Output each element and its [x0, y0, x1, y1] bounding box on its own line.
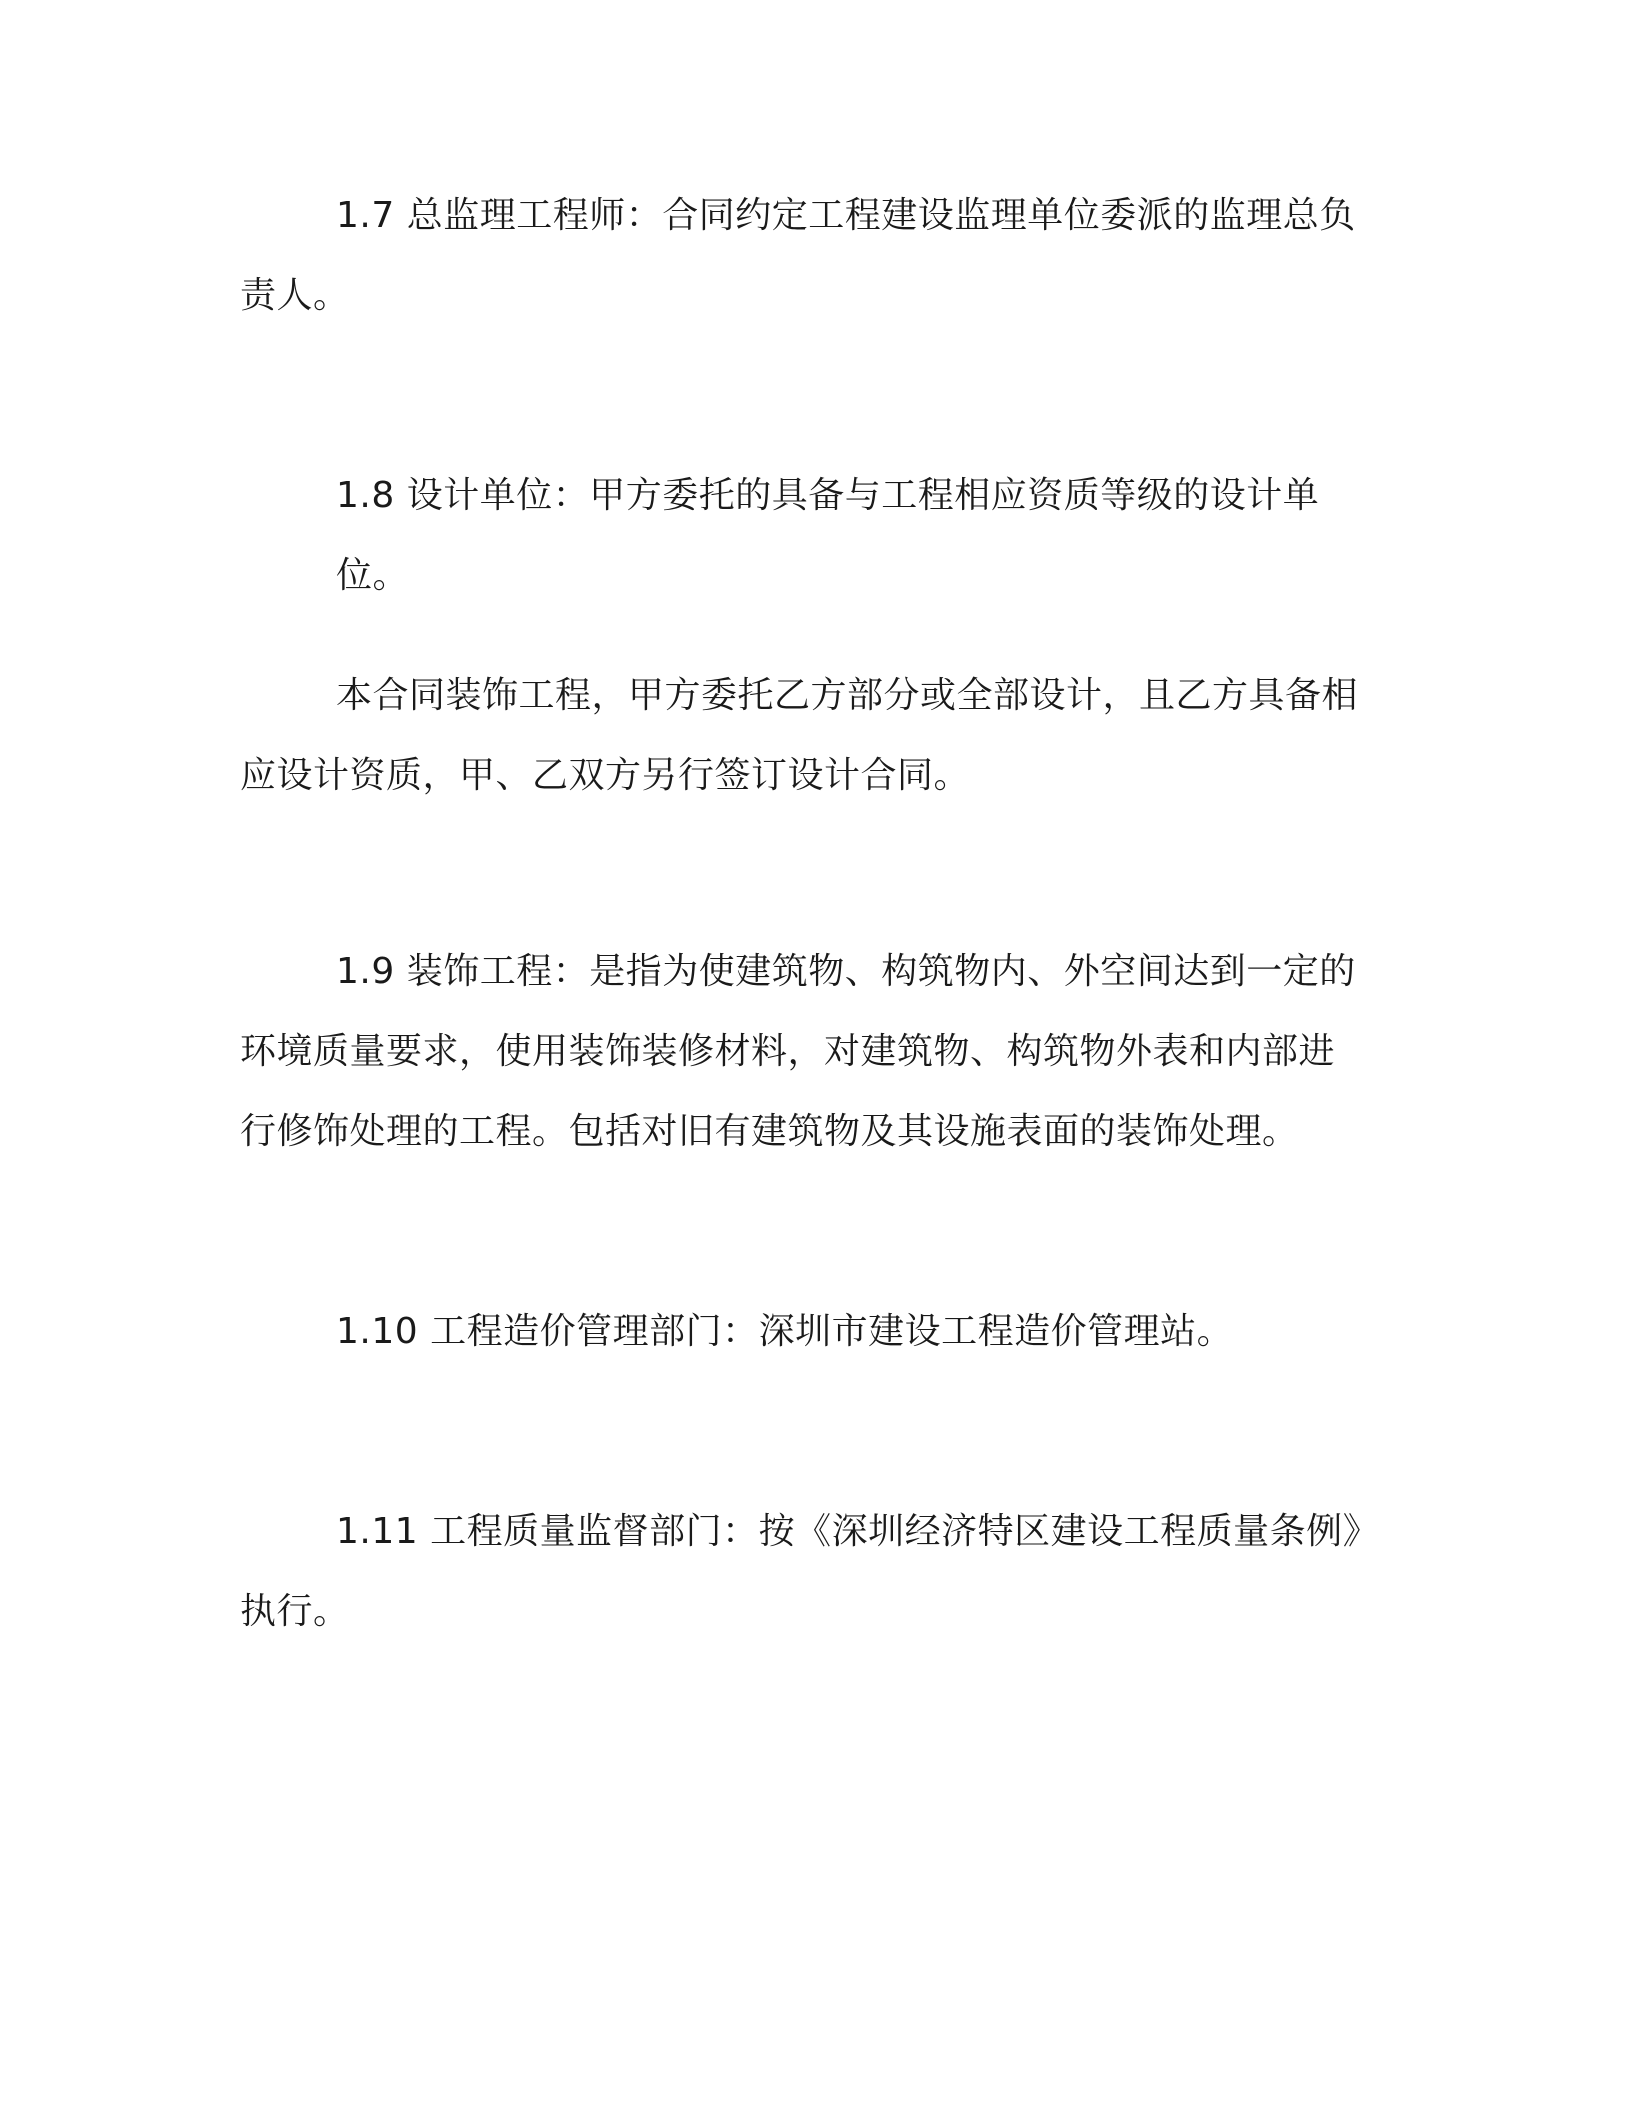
paragraph-line: 1.11 工程质量监督部门：按《深圳经济特区建设工程质量条例》 — [336, 1511, 1380, 1552]
paragraph-line: 本合同装饰工程，甲方委托乙方部分或全部设计，且乙方具备相 — [336, 675, 1359, 716]
paragraph-line: 1.8 设计单位：甲方委托的具备与工程相应资质等级的设计单位。 — [336, 475, 1320, 596]
paragraph-line: 责人。 — [240, 275, 350, 316]
paragraph-1-9 — [240, 932, 1390, 1172]
paragraph-1-8 — [240, 456, 1390, 616]
paragraph-1-10 — [240, 1292, 1390, 1372]
paragraph-design-contract — [240, 656, 1390, 816]
paragraph-1-11 — [240, 1492, 1390, 1652]
paragraph-line: 应设计资质，甲、乙双方另行签订设计合同。 — [240, 755, 971, 796]
paragraph-line: 1.9 装饰工程：是指为使建筑物、构筑物内、外空间达到一定的 — [336, 951, 1356, 992]
paragraph-1-7 — [240, 176, 1390, 336]
paragraph-line: 执行。 — [240, 1591, 350, 1632]
paragraph-line: 行修饰处理的工程。包括对旧有建筑物及其设施表面的装饰处理。 — [240, 1111, 1299, 1152]
paragraph-line: 1.10 工程造价管理部门：深圳市建设工程造价管理站。 — [336, 1311, 1234, 1352]
paragraph-line: 1.7 总监理工程师：合同约定工程建设监理单位委派的监理总负 — [336, 195, 1356, 236]
paragraph-line: 环境质量要求，使用装饰装修材料，对建筑物、构筑物外表和内部进 — [240, 1031, 1336, 1072]
